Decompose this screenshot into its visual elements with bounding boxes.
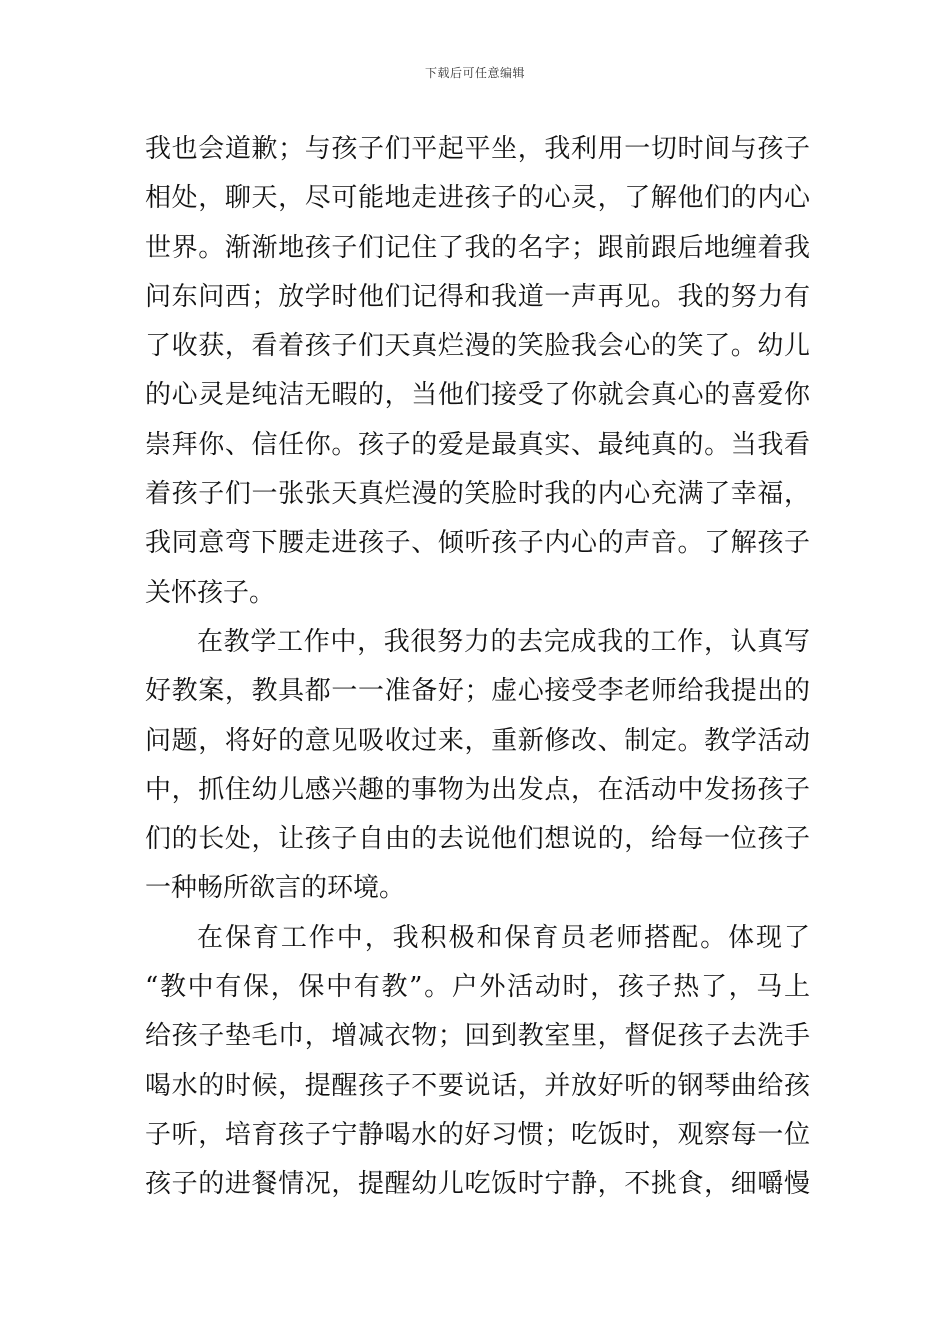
text-line: 中，抓住幼儿感兴趣的事物为出发点，在活动中发扬孩子 xyxy=(145,774,810,805)
text-line: 关怀孩子。 xyxy=(145,577,276,608)
page-header-note: 下载后可任意编辑 xyxy=(424,66,525,80)
text-line: 喝水的时候，提醒孩子不要说话，并放好听的钢琴曲给孩 xyxy=(145,1070,810,1101)
text-line: 给孩子垫毛巾，增减衣物；回到教室里，督促孩子去洗手 xyxy=(145,1021,810,1052)
text-line: 在教学工作中，我很努力的去完成我的工作，认真写 xyxy=(197,626,810,657)
text-line: 问东问西；放学时他们记得和我道一声再见。我的努力有 xyxy=(145,281,810,312)
text-line: 着孩子们一张张天真烂漫的笑脸时我的内心充满了幸福， xyxy=(145,479,810,510)
text-line: 了收获，看着孩子们天真烂漫的笑脸我会心的笑了。幼儿 xyxy=(145,331,810,362)
text-line: 在保育工作中，我积极和保育员老师搭配。体现了 xyxy=(197,922,810,953)
text-line: 崇拜你、信任你。孩子的爱是最真实、最纯真的。当我看 xyxy=(145,429,810,460)
paragraph xyxy=(145,914,810,1210)
paragraph xyxy=(145,125,810,618)
text-line: 好教案，教具都一一准备好；虚心接受李老师给我提出的 xyxy=(145,676,810,707)
text-line: 孩子的进餐情况，提醒幼儿吃饭时宁静，不挑食，细嚼慢 xyxy=(145,1169,810,1200)
text-line: 的心灵是纯洁无暇的，当他们接受了你就会真心的喜爱你 xyxy=(145,380,810,411)
text-line: 问题，将好的意见吸收过来，重新修改、制定。教学活动 xyxy=(145,725,810,756)
text-line: 世界。渐渐地孩子们记住了我的名字；跟前跟后地缠着我 xyxy=(145,232,810,263)
text-line: 子听，培育孩子宁静喝水的好习惯；吃饭时，观察每一位 xyxy=(145,1119,810,1150)
text-line: 我也会道歉；与孩子们平起平坐，我利用一切时间与孩子 xyxy=(145,134,810,164)
text-line: 们的长处，让孩子自由的去说他们想说的，给每一位孩子 xyxy=(145,824,810,855)
text-line: 我同意弯下腰走进孩子、倾听孩子内心的声音。了解孩子 xyxy=(145,528,810,559)
text-line: “教中有保，保中有教”。户外活动时，孩子热了，马上 xyxy=(145,972,810,1003)
text-line: 相处，聊天，尽可能地走进孩子的心灵，了解他们的内心 xyxy=(145,183,810,214)
text-line: 一种畅所欲言的环境。 xyxy=(145,873,406,904)
document-body xyxy=(145,125,810,1210)
paragraph xyxy=(145,618,810,914)
